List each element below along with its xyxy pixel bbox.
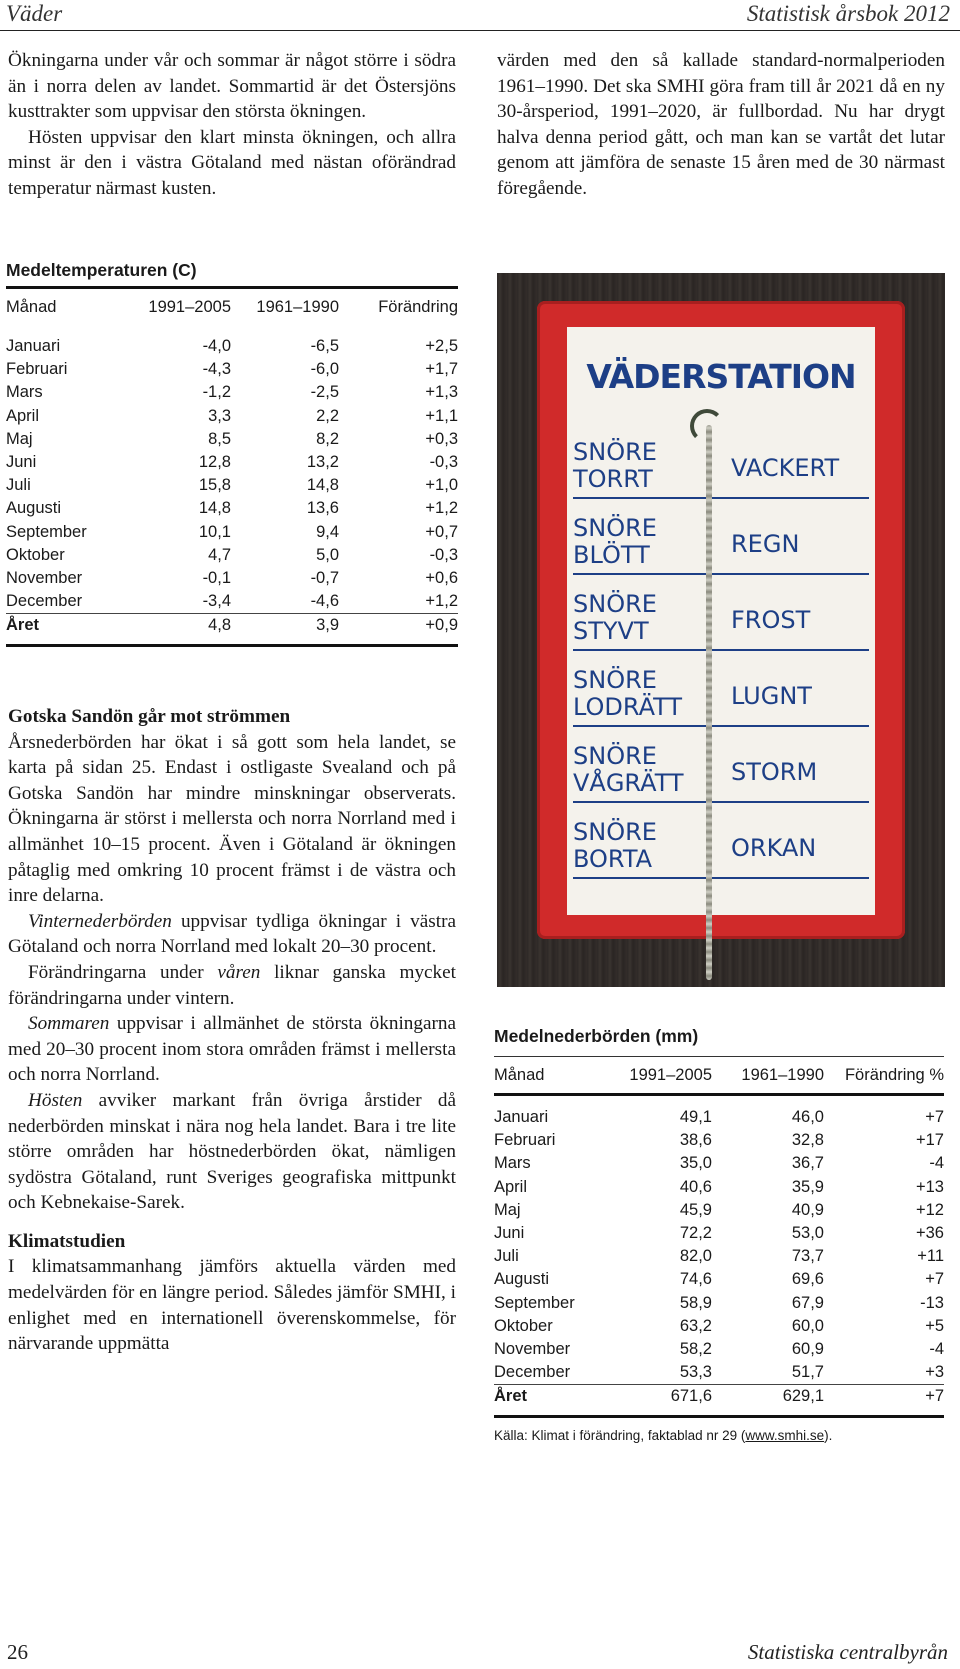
value-cell: 35,9 bbox=[791, 1177, 824, 1196]
value-cell: +11 bbox=[917, 1247, 944, 1266]
table-row bbox=[6, 358, 458, 381]
value-cell: +7 bbox=[925, 1270, 944, 1289]
value-cell: 5,0 bbox=[316, 545, 339, 564]
value-cell: +0,6 bbox=[425, 569, 458, 588]
value-cell: 15,8 bbox=[198, 476, 231, 495]
sign-weather: STORM bbox=[731, 758, 818, 786]
table-body bbox=[494, 1095, 944, 1409]
sign-line bbox=[573, 877, 869, 879]
table-row bbox=[6, 405, 458, 428]
sign-condition bbox=[573, 667, 713, 721]
value-cell: 63,2 bbox=[679, 1316, 712, 1335]
emphasis: Sommaren bbox=[28, 1013, 110, 1035]
value-cell: +0,7 bbox=[425, 522, 458, 541]
value-cell: +1,7 bbox=[425, 360, 458, 379]
table-row bbox=[6, 544, 458, 567]
table-row bbox=[494, 1315, 944, 1338]
value-cell: -0,3 bbox=[429, 545, 458, 564]
month-cell: Oktober bbox=[494, 1316, 553, 1335]
table-row bbox=[494, 1222, 944, 1245]
value-cell: 32,8 bbox=[791, 1131, 824, 1150]
text-run: uppvisar i allmänhet de största ökningarna med 20–30 procent inom stora områden främst i mellersta och norra Norrland. bbox=[8, 1013, 456, 1086]
month-cell: Juni bbox=[6, 453, 37, 472]
sign-line bbox=[573, 725, 869, 727]
value-cell: 67,9 bbox=[791, 1293, 824, 1312]
month-cell: Juni bbox=[494, 1224, 525, 1243]
sign-word: SNÖRE bbox=[573, 818, 657, 846]
value-cell: +2,5 bbox=[425, 337, 458, 355]
table-row bbox=[494, 1199, 944, 1222]
month-cell: Februari bbox=[6, 360, 68, 379]
value-cell: 72,2 bbox=[679, 1224, 712, 1243]
total-value: 4,8 bbox=[126, 614, 231, 638]
value-cell: 8,2 bbox=[316, 429, 339, 448]
table-row bbox=[6, 335, 458, 358]
column-header: 1991–2005 bbox=[148, 297, 231, 316]
value-cell: +7 bbox=[925, 1108, 944, 1126]
value-cell: -3,4 bbox=[202, 592, 231, 611]
table-row bbox=[494, 1361, 944, 1385]
sign-word: BLÖTT bbox=[573, 541, 650, 569]
table-body bbox=[6, 325, 458, 638]
month-cell: November bbox=[6, 569, 83, 588]
month-cell: November bbox=[494, 1340, 571, 1359]
column-header: 1961–1990 bbox=[256, 297, 339, 316]
total-label: Året bbox=[6, 614, 126, 638]
spacer-row bbox=[494, 1095, 944, 1107]
value-cell: +1,2 bbox=[425, 499, 458, 518]
month-cell: Augusti bbox=[6, 499, 62, 518]
value-cell: -0,7 bbox=[310, 569, 339, 588]
table-row bbox=[494, 1338, 944, 1361]
column-header: 1961–1990 bbox=[741, 1065, 824, 1084]
paragraph: Ökningarna under vår och sommar är något större i södra än i norra delen av landet. Sommartid är det Östersjöns kusttrakter som uppvisar den största ökningen. bbox=[8, 50, 456, 123]
month-cell: Augusti bbox=[494, 1270, 550, 1289]
text-run: avviker markant från övriga årstider då nederbörden minskat i nära nog hela landet. Bara i tre lite större områden har höstnederbörden ökat, nämligen sydöstra Götaland, runt Sveriges geografiska mittpunkt och Kebnekaise-Sarek. bbox=[8, 1089, 456, 1214]
sign-weather: REGN bbox=[731, 530, 800, 558]
value-cell: -0,3 bbox=[429, 453, 458, 472]
sign-line bbox=[573, 573, 869, 575]
emphasis: Vinternederbörden bbox=[28, 910, 172, 932]
sign-word: SNÖRE bbox=[573, 666, 657, 694]
text-run: Förändringarna under bbox=[28, 961, 218, 983]
value-cell: -1,2 bbox=[202, 383, 231, 402]
month-cell: Juli bbox=[494, 1247, 519, 1266]
table-row bbox=[6, 590, 458, 614]
month-cell: December bbox=[6, 592, 83, 611]
value-cell: 13,6 bbox=[306, 499, 339, 518]
column-header: 1991–2005 bbox=[629, 1065, 712, 1084]
sign-weather: LUGNT bbox=[731, 682, 812, 710]
value-cell: -6,5 bbox=[310, 337, 339, 355]
sign-card bbox=[567, 327, 875, 915]
paragraph bbox=[8, 1088, 456, 1216]
value-cell: +12 bbox=[916, 1200, 944, 1219]
value-cell: 46,0 bbox=[791, 1108, 824, 1126]
value-cell: 82,0 bbox=[679, 1247, 712, 1266]
value-cell: +1,1 bbox=[425, 406, 458, 425]
column-header: Månad bbox=[6, 297, 57, 316]
value-cell: -2,5 bbox=[310, 383, 339, 402]
sign-row bbox=[573, 743, 869, 813]
table-title: Medeltemperaturen (C) bbox=[6, 260, 197, 280]
total-row bbox=[494, 1385, 944, 1409]
table-rule bbox=[494, 1415, 944, 1418]
month-cell: September bbox=[494, 1293, 575, 1312]
value-cell: 60,0 bbox=[791, 1316, 824, 1335]
value-cell: 4,7 bbox=[208, 545, 231, 564]
text-run: liknar ganska mycket förändringarna under vintern. bbox=[8, 961, 456, 1009]
table-row bbox=[494, 1129, 944, 1152]
value-cell: +1,0 bbox=[425, 476, 458, 495]
value-cell: 53,3 bbox=[679, 1363, 712, 1382]
left-bottom-text bbox=[8, 704, 456, 1357]
table-row bbox=[494, 1152, 944, 1175]
value-cell: +5 bbox=[925, 1316, 944, 1335]
sign-word: SNÖRE bbox=[573, 438, 657, 466]
value-cell: 14,8 bbox=[198, 499, 231, 518]
table-row bbox=[6, 428, 458, 451]
value-cell: 38,6 bbox=[679, 1131, 712, 1150]
column-header: Förändring bbox=[378, 297, 458, 316]
paragraph bbox=[8, 960, 456, 1011]
value-cell: +1,2 bbox=[425, 592, 458, 611]
sign-word: STYVT bbox=[573, 617, 649, 645]
value-cell: 49,1 bbox=[679, 1108, 712, 1126]
value-cell: -6,0 bbox=[310, 360, 339, 379]
sign-line bbox=[573, 801, 869, 803]
table-row bbox=[494, 1106, 944, 1129]
value-cell: 58,2 bbox=[679, 1340, 712, 1359]
value-cell: +1,3 bbox=[425, 383, 458, 402]
value-cell: -4,0 bbox=[202, 337, 231, 355]
table-row bbox=[494, 1176, 944, 1199]
table-row bbox=[6, 381, 458, 404]
sign-condition bbox=[573, 591, 713, 645]
section-heading: Gotska Sandön går mot strömmen bbox=[8, 706, 291, 727]
month-cell: Maj bbox=[494, 1200, 521, 1219]
spacer-row bbox=[6, 325, 458, 335]
sign-weather: FROST bbox=[731, 606, 811, 634]
paragraph: Årsnederbörden har ökat i så gott som hela landet, se karta på sidan 25. Endast i ostligaste Svealand och på Gotska Sandön har mindre minskningar observerats. Ökningarna är störst i mellersta och norra Norrland med i allmänhet 10–15 procent. Även i Götaland är ökningen påtaglig med omkring 10 procent främst i de västra och inre delarna. bbox=[8, 731, 456, 907]
table-row bbox=[494, 1292, 944, 1315]
value-cell: 14,8 bbox=[306, 476, 339, 495]
value-cell: 74,6 bbox=[679, 1270, 712, 1289]
emphasis: Hösten bbox=[28, 1089, 83, 1111]
month-cell: December bbox=[494, 1363, 571, 1382]
sign-word: TORRT bbox=[573, 465, 653, 493]
value-cell: -4 bbox=[929, 1154, 944, 1173]
text-run: uppvisar tydliga ökningar i västra Götaland och norra Norrland med lokalt 20–30 procent. bbox=[8, 910, 456, 958]
value-cell: +0,3 bbox=[425, 429, 458, 448]
value-cell: 3,3 bbox=[208, 406, 231, 425]
total-value: +7 bbox=[824, 1385, 944, 1409]
sign-word: LODRÄTT bbox=[573, 693, 683, 721]
table-row bbox=[6, 497, 458, 520]
value-cell: +13 bbox=[916, 1177, 944, 1196]
month-cell: Januari bbox=[6, 337, 61, 355]
sign-weather: VACKERT bbox=[731, 454, 840, 482]
page-number: 26 bbox=[7, 1640, 28, 1664]
table-row bbox=[494, 1268, 944, 1291]
value-cell: -4,3 bbox=[202, 360, 231, 379]
month-cell: Maj bbox=[6, 429, 33, 448]
table-row bbox=[6, 567, 458, 590]
sign-word: SNÖRE bbox=[573, 742, 657, 770]
rope bbox=[706, 425, 712, 980]
paragraph: I klimatsammanhang jämförs aktuella värden med medelvärden för en längre period. Således jämför SMHI, i enlighet med en internationell överenskommelse, för närvarande uppmätta bbox=[8, 1256, 456, 1355]
table-title: Medelnederbörden (mm) bbox=[494, 1026, 699, 1046]
source-text: ). bbox=[824, 1427, 833, 1443]
paragraph bbox=[8, 1011, 456, 1088]
value-cell: +17 bbox=[916, 1131, 944, 1150]
section-heading: Klimatstudien bbox=[8, 1230, 126, 1252]
sign-condition bbox=[573, 743, 713, 797]
emphasis: våren bbox=[217, 961, 261, 983]
sign-row bbox=[573, 819, 869, 889]
month-cell: Februari bbox=[494, 1131, 556, 1150]
value-cell: 51,7 bbox=[791, 1363, 824, 1382]
sign-condition bbox=[573, 819, 713, 873]
temperature-table bbox=[6, 256, 458, 647]
column-header: Förändring % bbox=[844, 1065, 944, 1084]
month-cell: Juli bbox=[6, 476, 31, 495]
value-cell: 45,9 bbox=[679, 1200, 712, 1219]
table-source bbox=[494, 1428, 944, 1443]
total-value: +0,9 bbox=[339, 614, 458, 638]
value-cell: -4,6 bbox=[310, 592, 339, 611]
paragraph: Hösten uppvisar den klart minsta ökningen, och allra minst är den i västra Götaland med nästan oförändrad temperatur närmast kusten. bbox=[8, 126, 456, 199]
sign-word: BORTA bbox=[573, 845, 653, 873]
value-cell: 13,2 bbox=[306, 453, 339, 472]
value-cell: 60,9 bbox=[791, 1340, 824, 1359]
table-header-row bbox=[6, 289, 458, 325]
publication-title: Statistisk årsbok 2012 bbox=[746, 1, 950, 26]
paragraph: värden med den så kallade standard-normalperioden 1961–1990. Det ska SMHI göra fram till år 2021 då en ny 30-årsperiod, 1991–2020, är fullbordad. Nu har drygt halva denna period gått, och man kan se vartåt det lutar genom att jämföra de senaste 15 åren med de 30 närmast föregående. bbox=[497, 50, 945, 199]
publisher: Statistiska centralbyrån bbox=[747, 1640, 948, 1664]
running-header bbox=[0, 0, 960, 31]
value-cell: 53,0 bbox=[791, 1224, 824, 1243]
value-cell: +3 bbox=[925, 1363, 944, 1382]
sign-word: SNÖRE bbox=[573, 590, 657, 618]
value-cell: 35,0 bbox=[679, 1154, 712, 1173]
value-cell: 2,2 bbox=[316, 406, 339, 425]
sign-condition bbox=[573, 439, 713, 493]
sign-word: VÅGRÄTT bbox=[573, 769, 684, 797]
value-cell: 8,5 bbox=[208, 429, 231, 448]
month-cell: Mars bbox=[6, 383, 43, 402]
source-link[interactable]: www.smhi.se bbox=[745, 1427, 825, 1443]
value-cell: 40,9 bbox=[791, 1200, 824, 1219]
total-label: Året bbox=[494, 1385, 612, 1409]
weather-station-photo bbox=[497, 273, 945, 987]
value-cell: 9,4 bbox=[316, 522, 339, 541]
value-cell: 12,8 bbox=[198, 453, 231, 472]
value-cell: 58,9 bbox=[679, 1293, 712, 1312]
month-cell: Oktober bbox=[6, 545, 65, 564]
total-value: 3,9 bbox=[231, 614, 339, 638]
total-value: 671,6 bbox=[612, 1385, 712, 1409]
table-row bbox=[6, 451, 458, 474]
table-row bbox=[6, 521, 458, 544]
column-header: Månad bbox=[494, 1065, 545, 1084]
month-cell: Mars bbox=[494, 1154, 531, 1173]
paragraph bbox=[8, 909, 456, 960]
value-cell: 10,1 bbox=[198, 522, 231, 541]
sign-row bbox=[573, 515, 869, 585]
table-row bbox=[6, 474, 458, 497]
month-cell: April bbox=[494, 1177, 528, 1196]
left-top-text bbox=[8, 48, 456, 202]
precipitation-data bbox=[494, 1057, 944, 1409]
table-row bbox=[494, 1245, 944, 1268]
section-title: Väder bbox=[6, 1, 63, 26]
sign-line bbox=[573, 497, 869, 499]
table-header-row bbox=[494, 1057, 944, 1095]
table-rule bbox=[6, 644, 458, 647]
source-text: Källa: Klimat i förändring, faktablad nr 29 ( bbox=[494, 1427, 746, 1443]
red-board bbox=[537, 301, 905, 939]
value-cell: 69,6 bbox=[791, 1270, 824, 1289]
total-row bbox=[6, 614, 458, 638]
total-value: 629,1 bbox=[712, 1385, 824, 1409]
sign-row bbox=[573, 667, 869, 737]
sign-word: SNÖRE bbox=[573, 514, 657, 542]
temperature-data bbox=[6, 289, 458, 638]
sign-condition bbox=[573, 515, 713, 569]
value-cell: 73,7 bbox=[791, 1247, 824, 1266]
value-cell: -13 bbox=[920, 1293, 944, 1312]
value-cell: 36,7 bbox=[791, 1154, 824, 1173]
value-cell: -4 bbox=[929, 1340, 944, 1359]
sign-row bbox=[573, 591, 869, 661]
sign-line bbox=[573, 649, 869, 651]
precipitation-table bbox=[494, 1022, 944, 1443]
month-cell: September bbox=[6, 522, 87, 541]
value-cell: 40,6 bbox=[679, 1177, 712, 1196]
value-cell: +36 bbox=[916, 1224, 944, 1243]
sign-row bbox=[573, 439, 869, 509]
sign-weather: ORKAN bbox=[731, 834, 817, 862]
right-top-text bbox=[497, 48, 945, 202]
sign-title: VÄDERSTATION bbox=[586, 357, 856, 396]
month-cell: Januari bbox=[494, 1108, 549, 1126]
month-cell: April bbox=[6, 406, 40, 425]
value-cell: -0,1 bbox=[202, 569, 231, 588]
